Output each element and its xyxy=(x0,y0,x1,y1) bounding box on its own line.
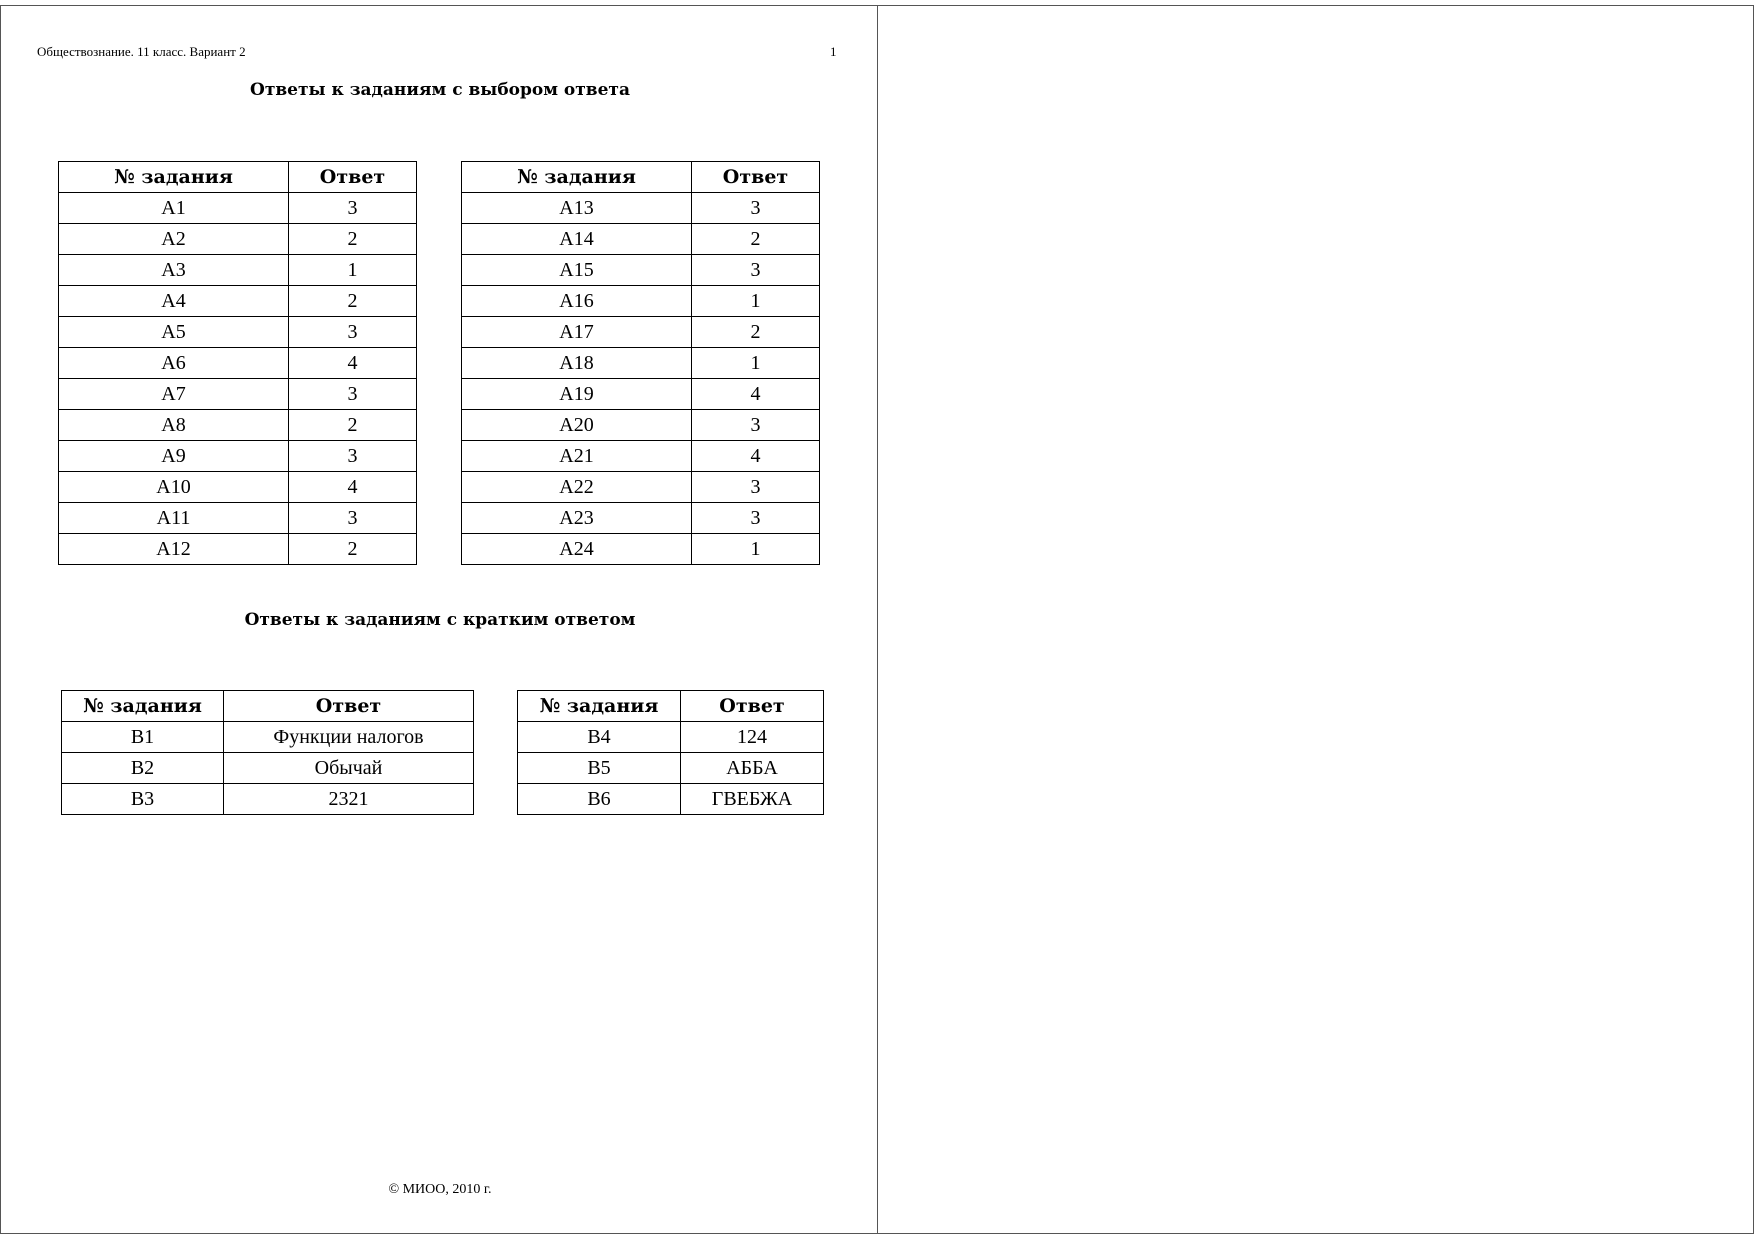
column-header-answer: Ответ xyxy=(681,691,824,722)
task-number-cell: B4 xyxy=(518,722,681,753)
answer-cell: 3 xyxy=(692,472,820,503)
table-row xyxy=(62,784,474,815)
task-number-cell: A22 xyxy=(462,472,692,503)
table-header-row xyxy=(462,162,820,193)
table-row xyxy=(462,472,820,503)
table-row xyxy=(462,348,820,379)
task-number-cell: A2 xyxy=(59,224,289,255)
column-header-answer: Ответ xyxy=(692,162,820,193)
task-number-cell: A24 xyxy=(462,534,692,565)
answer-cell: 1 xyxy=(289,255,417,286)
document-page-right xyxy=(877,5,1754,1234)
table-row xyxy=(59,534,417,565)
document-page-left xyxy=(0,5,878,1234)
table-row xyxy=(59,503,417,534)
table-row xyxy=(462,503,820,534)
table-header-row xyxy=(518,691,824,722)
table-row xyxy=(462,379,820,410)
answers-table-a-left xyxy=(58,161,417,565)
task-number-cell: A1 xyxy=(59,193,289,224)
answer-cell: 2 xyxy=(692,317,820,348)
answer-cell: 4 xyxy=(289,348,417,379)
answer-cell: 4 xyxy=(289,472,417,503)
task-number-cell: A17 xyxy=(462,317,692,348)
table-row xyxy=(462,534,820,565)
answer-cell: 3 xyxy=(289,379,417,410)
answer-cell: Функции налогов xyxy=(224,722,474,753)
running-title: Обществознание. 11 класс. Вариант 2 xyxy=(37,44,246,59)
task-number-cell: A13 xyxy=(462,193,692,224)
task-number-cell: A19 xyxy=(462,379,692,410)
table-row xyxy=(518,722,824,753)
answer-cell: 2 xyxy=(289,224,417,255)
table-row xyxy=(59,224,417,255)
task-number-cell: A9 xyxy=(59,441,289,472)
table-row xyxy=(59,410,417,441)
answers-table-b-left xyxy=(61,690,474,815)
task-number-cell: A16 xyxy=(462,286,692,317)
answer-cell: 124 xyxy=(681,722,824,753)
column-header-task: № задания xyxy=(59,162,289,193)
footer-copyright: © МИОО, 2010 г. xyxy=(388,1182,492,1197)
column-header-answer: Ответ xyxy=(289,162,417,193)
task-number-cell: A4 xyxy=(59,286,289,317)
answer-cell: 3 xyxy=(289,193,417,224)
table-header-row xyxy=(59,162,417,193)
answer-cell: Обычай xyxy=(224,753,474,784)
table-row xyxy=(518,753,824,784)
table-row xyxy=(462,193,820,224)
task-number-cell: A15 xyxy=(462,255,692,286)
table-row xyxy=(462,317,820,348)
task-number-cell: A12 xyxy=(59,534,289,565)
answer-cell: 3 xyxy=(692,410,820,441)
column-header-task: № задания xyxy=(62,691,224,722)
table-row xyxy=(62,722,474,753)
table-row xyxy=(59,441,417,472)
table-row xyxy=(462,410,820,441)
table-row xyxy=(462,224,820,255)
answer-cell: 3 xyxy=(289,317,417,348)
answer-cell: ГВЕБЖА xyxy=(681,784,824,815)
task-number-cell: A14 xyxy=(462,224,692,255)
task-number-cell: B1 xyxy=(62,722,224,753)
section-title-choice: Ответы к заданиям с выбором ответа xyxy=(250,80,630,100)
answer-cell: 3 xyxy=(289,441,417,472)
answer-cell: 3 xyxy=(692,255,820,286)
table-row xyxy=(462,441,820,472)
table-row xyxy=(59,193,417,224)
answer-cell: 4 xyxy=(692,379,820,410)
table-row xyxy=(59,286,417,317)
answer-cell: 2321 xyxy=(224,784,474,815)
table-row xyxy=(518,784,824,815)
answer-cell: 1 xyxy=(692,534,820,565)
table-row xyxy=(59,348,417,379)
answer-cell: 2 xyxy=(289,410,417,441)
answer-cell: 1 xyxy=(692,286,820,317)
task-number-cell: A21 xyxy=(462,441,692,472)
task-number-cell: B5 xyxy=(518,753,681,784)
task-number-cell: A8 xyxy=(59,410,289,441)
table-row xyxy=(62,753,474,784)
task-number-cell: A18 xyxy=(462,348,692,379)
task-number-cell: B6 xyxy=(518,784,681,815)
answer-cell: АББА xyxy=(681,753,824,784)
answer-cell: 2 xyxy=(692,224,820,255)
table-row xyxy=(59,472,417,503)
page-number: 1 xyxy=(830,44,837,59)
answer-cell: 3 xyxy=(692,503,820,534)
answer-cell: 2 xyxy=(289,286,417,317)
answers-table-b-right xyxy=(517,690,824,815)
task-number-cell: A10 xyxy=(59,472,289,503)
task-number-cell: A7 xyxy=(59,379,289,410)
task-number-cell: A6 xyxy=(59,348,289,379)
table-row xyxy=(462,286,820,317)
task-number-cell: A23 xyxy=(462,503,692,534)
answer-cell: 1 xyxy=(692,348,820,379)
task-number-cell: A3 xyxy=(59,255,289,286)
table-row xyxy=(59,255,417,286)
answers-table-a-right xyxy=(461,161,820,565)
answer-cell: 2 xyxy=(289,534,417,565)
column-header-answer: Ответ xyxy=(224,691,474,722)
answer-cell: 4 xyxy=(692,441,820,472)
task-number-cell: A5 xyxy=(59,317,289,348)
section-title-short: Ответы к заданиям с кратким ответом xyxy=(244,610,636,630)
task-number-cell: B2 xyxy=(62,753,224,784)
task-number-cell: A11 xyxy=(59,503,289,534)
column-header-task: № задания xyxy=(518,691,681,722)
task-number-cell: B3 xyxy=(62,784,224,815)
column-header-task: № задания xyxy=(462,162,692,193)
answer-cell: 3 xyxy=(692,193,820,224)
task-number-cell: A20 xyxy=(462,410,692,441)
answer-cell: 3 xyxy=(289,503,417,534)
table-row xyxy=(59,317,417,348)
table-row xyxy=(462,255,820,286)
table-row xyxy=(59,379,417,410)
table-header-row xyxy=(62,691,474,722)
